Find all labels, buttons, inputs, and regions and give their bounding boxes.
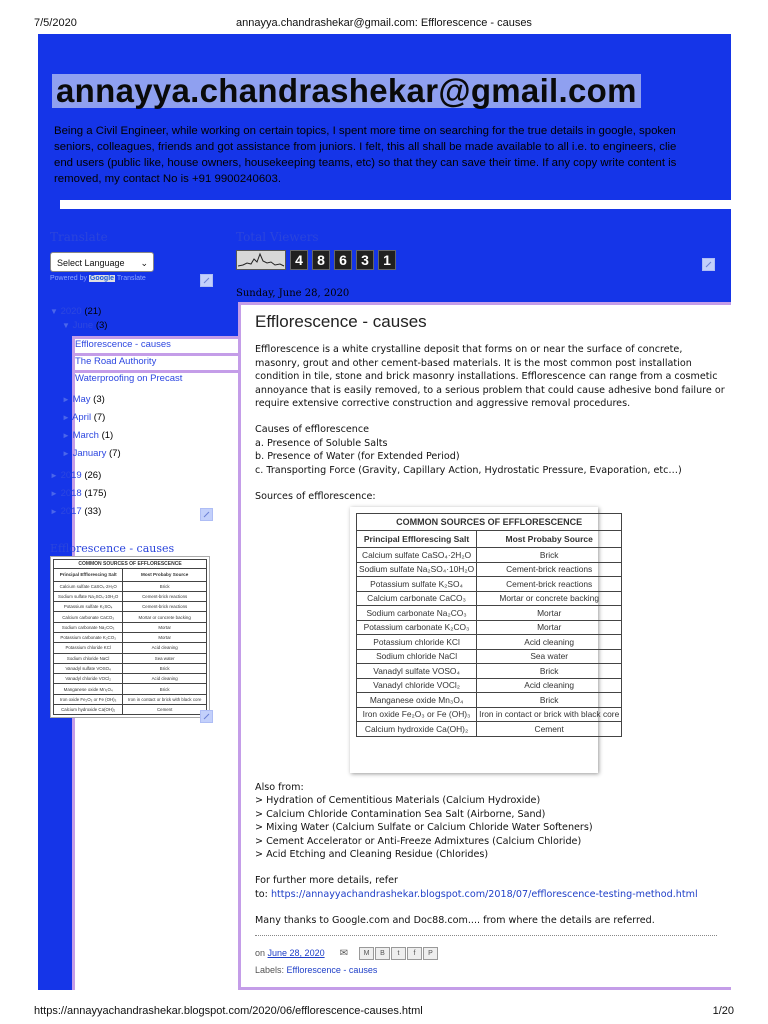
table-row bbox=[54, 602, 207, 612]
table-row bbox=[357, 664, 622, 679]
source-cell: Acid cleaning bbox=[477, 678, 622, 693]
print-header bbox=[0, 0, 768, 34]
salt-cell: Manganese oxide Mn₃O₄ bbox=[357, 693, 477, 708]
further-link-line: to: https://annayyachandrashekar.blogspot.com/2018/07/efflorescence-testing-method.html bbox=[255, 888, 698, 900]
post-footer: on June 28, 2020 ✉ M B t f P bbox=[255, 947, 438, 960]
small-table-body bbox=[54, 581, 207, 715]
triangle-down-icon: ▼ bbox=[62, 321, 70, 330]
triangle-right-icon: ► bbox=[50, 489, 58, 498]
share-blog-icon[interactable]: B bbox=[375, 947, 390, 960]
table-caption: COMMON SOURCES OF EFFLORESCENCE bbox=[53, 559, 207, 568]
archive-year-2019[interactable]: ► 2019 (26) bbox=[50, 470, 102, 481]
table-row bbox=[357, 606, 622, 621]
description-line: Being a Civil Engineer, while working on certain topics, I spent more time on searching for the true details in google, spoken bbox=[54, 125, 676, 137]
sidebar bbox=[50, 230, 216, 282]
text-line: Also from: bbox=[255, 782, 304, 793]
source-cell: Cement-brick reactions bbox=[477, 577, 622, 592]
description-line: seniors, colleagues, friends and got assistance from juniors. I felt, this all shall be made available to all i.e. to engineers, clie bbox=[54, 141, 677, 153]
post-title[interactable]: Efflorescence - causes bbox=[255, 312, 427, 331]
salt-cell: Calcium sulfate CaSO₄·2H₂O bbox=[357, 548, 477, 563]
triangle-down-icon: ▼ bbox=[50, 307, 58, 316]
counter-digit: 1 bbox=[378, 250, 396, 270]
archive-post[interactable]: The Road Authority bbox=[72, 353, 565, 990]
powered-by bbox=[50, 275, 216, 282]
source-cell: Mortar bbox=[477, 606, 622, 621]
source-cell: Acid cleaning bbox=[477, 635, 622, 650]
archive-year-2020[interactable]: ▼ 2020 (21) bbox=[50, 306, 102, 317]
image-widget-title: Efflorescence - causes bbox=[50, 542, 175, 555]
salt-cell: Potassium carbonate K₂CO₃ bbox=[357, 620, 477, 635]
text-line: Efflorescence is a white crystalline deposit that forms on or near the surface of concrete, bbox=[255, 344, 683, 356]
salt-cell: Sodium chloride NaCl bbox=[357, 649, 477, 664]
salt-cell: Calcium sulfate CaSO₄·2H₂O bbox=[54, 581, 123, 591]
visitor-counter bbox=[236, 250, 396, 270]
table-row bbox=[357, 577, 622, 592]
efflorescence-table-thumbnail[interactable] bbox=[50, 556, 210, 718]
table-row bbox=[357, 548, 622, 563]
source-cell: Mortar or concrete backing bbox=[123, 612, 207, 622]
table-row bbox=[357, 562, 622, 577]
table-row bbox=[54, 663, 207, 673]
viewers-widget bbox=[236, 230, 391, 268]
post-divider bbox=[255, 935, 717, 936]
text-line: Many thanks to Google.com and Doc88.com.... from where the details are referred. bbox=[255, 915, 655, 927]
post-body bbox=[238, 302, 731, 990]
share-twitter-icon[interactable]: t bbox=[391, 947, 406, 960]
table-row bbox=[357, 693, 622, 708]
edit-icon[interactable] bbox=[200, 508, 213, 521]
table-row bbox=[54, 612, 207, 622]
source-cell: Brick bbox=[477, 548, 622, 563]
source-cell: Iron in contact or brick with black core bbox=[123, 694, 207, 704]
edit-icon[interactable] bbox=[200, 274, 213, 287]
text-line: Causes of efflorescence bbox=[255, 424, 370, 436]
source-cell: Acid cleaning bbox=[123, 643, 207, 653]
powered-suffix[interactable]: Translate bbox=[116, 275, 146, 282]
text-line: masonry, grout and other cement-based materials. It is the most common post installation bbox=[255, 357, 692, 369]
text-line: annoyance that is easily removed, to a serious problem that could cause adhesive bond failure or bbox=[255, 384, 725, 396]
counter-digit: 8 bbox=[312, 250, 330, 270]
share-email-icon[interactable]: M bbox=[359, 947, 374, 960]
triangle-right-icon: ► bbox=[62, 395, 70, 404]
salt-cell: Vanadyl chloride VOCl₂ bbox=[357, 678, 477, 693]
label-link[interactable]: Efflorescence - causes bbox=[286, 965, 378, 975]
sources-table-small bbox=[53, 559, 207, 715]
salt-cell: Calcium carbonate CaCO₃ bbox=[357, 591, 477, 606]
salt-cell: Manganese oxide Mn₃O₄ bbox=[54, 684, 123, 694]
salt-cell: Sodium sulfate Na₂SO₄·10H₂O bbox=[54, 591, 123, 601]
source-cell: Brick bbox=[123, 581, 207, 591]
table-row bbox=[54, 581, 207, 591]
table-row bbox=[357, 591, 622, 606]
archive-year-2017[interactable]: ► 2017 (33) bbox=[50, 506, 102, 517]
text-line: c. Transporting Force (Gravity, Capillary Action, Hydrostatic Pressure, Evaporation, etc…) bbox=[255, 464, 682, 476]
salt-cell: Calcium hydroxide Ca(OH)₂ bbox=[357, 722, 477, 737]
source-cell: Cement-brick reactions bbox=[477, 562, 622, 577]
triangle-right-icon: ► bbox=[50, 471, 58, 480]
archive-month-april[interactable]: ► April (7) bbox=[62, 412, 106, 423]
salt-cell: Vanadyl sulfate VOSO₄ bbox=[357, 664, 477, 679]
table-header: Most Probaby Source bbox=[477, 531, 622, 548]
language-select[interactable] bbox=[50, 252, 154, 272]
table-body bbox=[357, 548, 622, 737]
salt-cell: Potassium sulfate K₂SO₄ bbox=[54, 602, 123, 612]
blog-description bbox=[54, 123, 731, 187]
table-row bbox=[54, 684, 207, 694]
salt-cell: Calcium hydroxide Ca(OH)₂ bbox=[54, 705, 123, 715]
share-pinterest-icon[interactable]: P bbox=[423, 947, 438, 960]
text-line: require extensive corrective construction and aggressive removal procedures. bbox=[255, 398, 631, 410]
salt-cell: Sodium carbonate Na₂CO₃ bbox=[357, 606, 477, 621]
post-content bbox=[255, 312, 725, 503]
text-line: > Cement Accelerator or Anti-Freeze Admixtures (Calcium Chloride) bbox=[255, 835, 582, 847]
source-cell: Mortar bbox=[477, 620, 622, 635]
sparkline-icon bbox=[236, 250, 286, 270]
archive-month-june[interactable]: ▼ June (3) bbox=[62, 320, 108, 331]
text-line: a. Presence of Soluble Salts bbox=[255, 437, 388, 449]
sources-table bbox=[356, 513, 622, 737]
salt-cell: Vanadyl chloride VOCl₂ bbox=[54, 674, 123, 684]
table-row bbox=[357, 722, 622, 737]
table-row bbox=[54, 591, 207, 601]
source-cell: Mortar bbox=[123, 632, 207, 642]
triangle-right-icon: ► bbox=[62, 431, 70, 440]
salt-cell: Potassium carbonate K₂CO₃ bbox=[54, 632, 123, 642]
translate-title: Translate bbox=[50, 230, 108, 244]
source-cell: Mortar bbox=[123, 622, 207, 632]
powered-prefix: Powered by bbox=[50, 275, 87, 282]
further-link[interactable]: https://annayyachandrashekar.blogspot.com/2018/07/efflorescence-testing-method.html bbox=[270, 888, 698, 900]
table-row bbox=[357, 649, 622, 664]
source-cell: Iron in contact or brick with black core bbox=[477, 707, 622, 722]
header-divider bbox=[60, 200, 731, 209]
table-row bbox=[54, 632, 207, 642]
source-cell: Cement-brick reactions bbox=[123, 591, 207, 601]
source-cell: Sea water bbox=[477, 649, 622, 664]
salt-cell: Potassium sulfate K₂SO₄ bbox=[357, 577, 477, 592]
text-line: > Acid Etching and Cleaning Residue (Chlorides) bbox=[255, 849, 489, 861]
salt-cell: Calcium carbonate CaCO₃ bbox=[54, 612, 123, 622]
text-line: > Mixing Water (Calcium Sulfate or Calcium Chloride Water Softeners) bbox=[255, 822, 593, 834]
google-logo[interactable]: Google bbox=[89, 275, 115, 282]
source-cell: Mortar or concrete backing bbox=[477, 591, 622, 606]
text-line: > Hydration of Cementitious Materials (Calcium Hydroxide) bbox=[255, 795, 541, 807]
counter-digit: 4 bbox=[290, 250, 308, 270]
table-row bbox=[357, 620, 622, 635]
triangle-right-icon: ► bbox=[62, 413, 70, 422]
edit-icon[interactable] bbox=[200, 710, 213, 723]
archive-month-march[interactable]: ► March (1) bbox=[62, 430, 114, 441]
archive-month-january[interactable]: ► January (7) bbox=[62, 448, 121, 459]
triangle-right-icon: ► bbox=[50, 507, 58, 516]
chevron-down-icon: ⌄ bbox=[140, 258, 148, 268]
archive-post[interactable]: Waterproofing on Precast bbox=[72, 370, 565, 990]
print-url: https://annayyachandrashekar.blogspot.com/2020/06/efflorescence-causes.html bbox=[34, 1005, 423, 1017]
table-header: Principal Efflorescing Salt bbox=[54, 569, 123, 582]
table-row bbox=[357, 707, 622, 722]
share-facebook-icon[interactable]: f bbox=[407, 947, 422, 960]
text-line: For further more details, refer bbox=[255, 875, 399, 887]
blog-title[interactable]: annayya.chandrashekar@gmail.com bbox=[52, 74, 641, 108]
source-cell: Brick bbox=[123, 663, 207, 673]
source-cell: Cement bbox=[477, 722, 622, 737]
post-date-header: Sunday, June 28, 2020 bbox=[236, 288, 350, 299]
print-title: annayya.chandrashekar@gmail.com: Efflorescence - causes bbox=[236, 17, 532, 29]
language-select-value: Select Language bbox=[57, 258, 125, 268]
efflorescence-sources-figure[interactable] bbox=[350, 507, 620, 773]
text-line: b. Presence of Water (for Extended Period) bbox=[255, 451, 460, 463]
table-row bbox=[357, 635, 622, 650]
source-cell: Acid cleaning bbox=[123, 674, 207, 684]
salt-cell: Sodium sulfate Na₂SO₄·10H₂O bbox=[357, 562, 477, 577]
intro-paragraph bbox=[255, 343, 725, 410]
text-line: condition in tile, stone and brick masonry installations. Efflorescence can range from a cosmetic bbox=[255, 371, 718, 383]
archive-month-may[interactable]: ► May (3) bbox=[62, 394, 105, 405]
salt-cell: Sodium chloride NaCl bbox=[54, 653, 123, 663]
table-row bbox=[54, 622, 207, 632]
email-post-icon[interactable]: ✉ bbox=[339, 947, 348, 959]
table-row bbox=[54, 653, 207, 663]
source-cell: Brick bbox=[477, 664, 622, 679]
triangle-right-icon: ► bbox=[62, 449, 70, 458]
table-header: Principal Efflorescing Salt bbox=[357, 531, 477, 548]
print-date: 7/5/2020 bbox=[34, 17, 77, 29]
edit-icon[interactable] bbox=[702, 258, 715, 271]
source-cell: Sea water bbox=[123, 653, 207, 663]
table-row bbox=[54, 705, 207, 715]
salt-cell: Sodium carbonate Na₂CO₃ bbox=[54, 622, 123, 632]
counter-digit: 3 bbox=[356, 250, 374, 270]
post-lower bbox=[255, 781, 725, 928]
archive-year-2018[interactable]: ► 2018 (175) bbox=[50, 488, 107, 499]
source-cell: Brick bbox=[477, 693, 622, 708]
source-cell: Cement bbox=[123, 705, 207, 715]
source-cell: Cement-brick reactions bbox=[123, 602, 207, 612]
archive-post[interactable]: Efflorescence - causes bbox=[72, 336, 565, 990]
salt-cell: Vanadyl sulfate VOSO₄ bbox=[54, 663, 123, 673]
table-row bbox=[357, 678, 622, 693]
salt-cell: Iron oxide Fe₂O₃ or Fe (OH)₃ bbox=[54, 694, 123, 704]
source-cell: Brick bbox=[123, 684, 207, 694]
table-row bbox=[54, 694, 207, 704]
salt-cell: Potassium chloride KCl bbox=[357, 635, 477, 650]
table-row bbox=[54, 643, 207, 653]
post-labels: Labels: Efflorescence - causes bbox=[255, 965, 378, 975]
table-caption: COMMON SOURCES OF EFFLORESCENCE bbox=[356, 513, 622, 530]
salt-cell: Potassium chloride KCl bbox=[54, 643, 123, 653]
text-line: > Calcium Chloride Contamination Sea Salt (Airborne, Sand) bbox=[255, 808, 546, 820]
print-footer bbox=[0, 1000, 768, 1024]
viewers-title: Total Viewers bbox=[236, 230, 319, 244]
blog-page bbox=[38, 34, 731, 990]
table-row bbox=[54, 674, 207, 684]
salt-cell: Iron oxide Fe₂O₃ or Fe (OH)₃ bbox=[357, 707, 477, 722]
post-timestamp-link[interactable]: June 28, 2020 bbox=[267, 947, 325, 958]
print-page-number: 1/20 bbox=[712, 1005, 734, 1017]
table-header: Most Probaby Source bbox=[123, 569, 207, 582]
causes-list bbox=[255, 423, 725, 477]
description-line: end users (public like, house owners, housekeeping teams, etc) so that they can save their time. If any copy write content is bbox=[54, 157, 677, 169]
sources-heading: Sources of efflorescence: bbox=[255, 491, 376, 503]
description-line: removed, my contact No is +91 9900240603. bbox=[54, 173, 282, 185]
counter-digit: 6 bbox=[334, 250, 352, 270]
